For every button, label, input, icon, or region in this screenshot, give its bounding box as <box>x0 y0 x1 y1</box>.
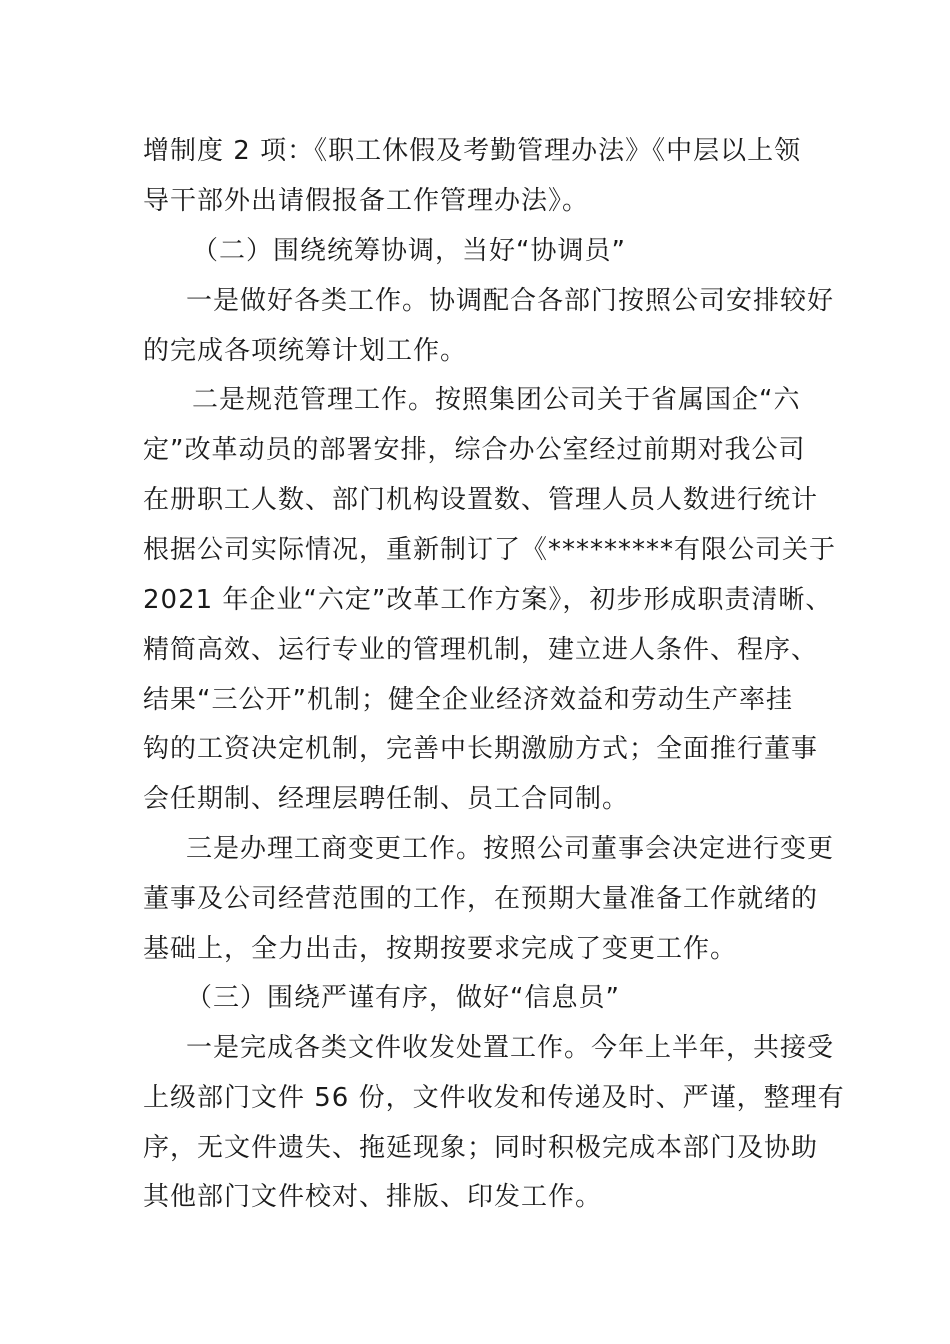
text-line: 二是规范管理工作。按照集团公司关于省属国企“六 <box>192 385 801 415</box>
text-line: 会任期制、经理层聘任制、员工合同制。 <box>143 784 630 814</box>
text-line: 的完成各项统筹计划工作。 <box>143 336 468 366</box>
section-heading: （二）围绕统筹协调，当好“协调员” <box>192 236 626 266</box>
text-line: 根据公司实际情况，重新制订了《*********有限公司关于 <box>143 535 837 565</box>
text-line: 钩的工资决定机制，完善中长期激励方式；全面推行董事 <box>143 734 819 764</box>
text-line: 在册职工人数、部门机构设置数、管理人员人数进行统计 <box>143 485 819 515</box>
text-line: 精简高效、运行专业的管理机制，建立进人条件、程序、 <box>143 635 819 665</box>
text-line: 序，无文件遗失、拖延现象；同时积极完成本部门及协助 <box>143 1133 819 1163</box>
text-line: 增制度 2 项：《职工休假及考勤管理办法》《中层以上领 <box>143 136 802 166</box>
text-line: 2021 年企业“六定”改革工作方案》，初步形成职责清晰、 <box>143 585 833 615</box>
text-line: 一是做好各类工作。协调配合各部门按照公司安排较好 <box>186 286 835 316</box>
text-line: 上级部门文件 56 份，文件收发和传递及时、严谨，整理有 <box>143 1083 845 1113</box>
text-line: 基础上，全力出击，按期按要求完成了变更工作。 <box>143 934 738 964</box>
text-line: 定”改革动员的部署安排，综合办公室经过前期对我公司 <box>143 435 806 465</box>
text-line: 董事及公司经营范围的工作，在预期大量准备工作就绪的 <box>143 884 819 914</box>
text-line: 其他部门文件校对、排版、印发工作。 <box>143 1182 603 1212</box>
text-line: 一是完成各类文件收发处置工作。今年上半年，共接受 <box>186 1033 835 1063</box>
text-line: 导干部外出请假报备工作管理办法》。 <box>143 186 590 216</box>
section-heading: （三）围绕严谨有序，做好“信息员” <box>186 983 620 1013</box>
text-line: 结果“三公开”机制；健全企业经济效益和劳动生产率挂 <box>143 685 793 715</box>
text-line: 三是办理工商变更工作。按照公司董事会决定进行变更 <box>186 834 835 864</box>
